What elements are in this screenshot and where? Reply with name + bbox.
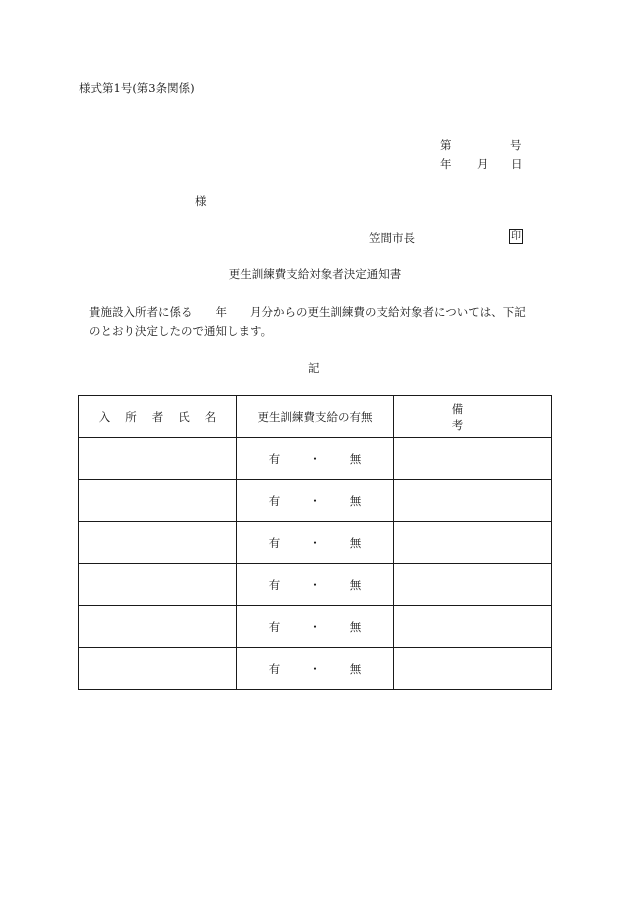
- header-resident-name: 入所者氏名: [79, 396, 237, 438]
- resident-name-cell[interactable]: [79, 480, 237, 522]
- no-option[interactable]: 無: [349, 535, 362, 550]
- payment-status-cell[interactable]: [237, 606, 394, 648]
- yes-option[interactable]: 有: [268, 451, 281, 466]
- separator: ・: [309, 535, 321, 550]
- body-text-line-2: のとおり決定したので通知します。: [89, 324, 273, 338]
- resident-name-cell[interactable]: [79, 564, 237, 606]
- separator: ・: [309, 451, 321, 466]
- remarks-cell[interactable]: [394, 480, 552, 522]
- yes-option[interactable]: 有: [268, 493, 281, 508]
- payment-status-cell[interactable]: [237, 564, 394, 606]
- body-text-line-1: 貴施設入所者に係る 年 月分からの更生訓練費の支給対象者については、下記: [89, 305, 526, 319]
- remarks-cell[interactable]: [394, 522, 552, 564]
- no-option[interactable]: 無: [349, 661, 362, 676]
- document-title: 更生訓練費支給対象者決定通知書: [228, 267, 402, 281]
- payment-status-cell[interactable]: [237, 438, 394, 480]
- payment-status-cell[interactable]: [237, 648, 394, 690]
- no-option[interactable]: 無: [349, 619, 362, 634]
- yes-option[interactable]: 有: [268, 535, 281, 550]
- yes-option[interactable]: 有: [268, 577, 281, 592]
- resident-name-cell[interactable]: [79, 522, 237, 564]
- table-row: [79, 522, 552, 564]
- remarks-cell[interactable]: [394, 438, 552, 480]
- issuer-name: 笠間市長: [369, 231, 415, 245]
- no-option[interactable]: 無: [349, 577, 362, 592]
- table-row: [79, 438, 552, 480]
- document-number-label: 第: [440, 138, 452, 152]
- date-day-label: 日: [511, 157, 523, 171]
- ki-heading: 記: [308, 361, 320, 375]
- header-payment-status: 更生訓練費支給の有無: [237, 396, 394, 438]
- date-year-label: 年: [440, 157, 452, 171]
- yes-option[interactable]: 有: [268, 661, 281, 676]
- remarks-cell[interactable]: [394, 564, 552, 606]
- table-row: [79, 606, 552, 648]
- payment-status-cell[interactable]: [237, 480, 394, 522]
- remarks-cell[interactable]: [394, 648, 552, 690]
- table-row: [79, 564, 552, 606]
- date-month-label: 月: [477, 157, 489, 171]
- separator: ・: [309, 661, 321, 676]
- resident-name-cell[interactable]: [79, 648, 237, 690]
- recipient-table: [78, 395, 552, 690]
- table-row: [79, 648, 552, 690]
- addressee-honorific: 様: [195, 194, 207, 208]
- seal-stamp: 印: [511, 231, 521, 242]
- header-remarks: 備考: [394, 396, 552, 438]
- yes-option[interactable]: 有: [268, 619, 281, 634]
- no-option[interactable]: 無: [349, 451, 362, 466]
- document-number-suffix: 号: [510, 138, 522, 152]
- table-row: [79, 480, 552, 522]
- separator: ・: [309, 619, 321, 634]
- no-option[interactable]: 無: [349, 493, 362, 508]
- form-number: 様式第1号(第3条関係): [79, 81, 195, 95]
- resident-name-cell[interactable]: [79, 438, 237, 480]
- separator: ・: [309, 493, 321, 508]
- table-header-row: [79, 396, 552, 438]
- resident-name-cell[interactable]: [79, 606, 237, 648]
- payment-status-cell[interactable]: [237, 522, 394, 564]
- separator: ・: [309, 577, 321, 592]
- remarks-cell[interactable]: [394, 606, 552, 648]
